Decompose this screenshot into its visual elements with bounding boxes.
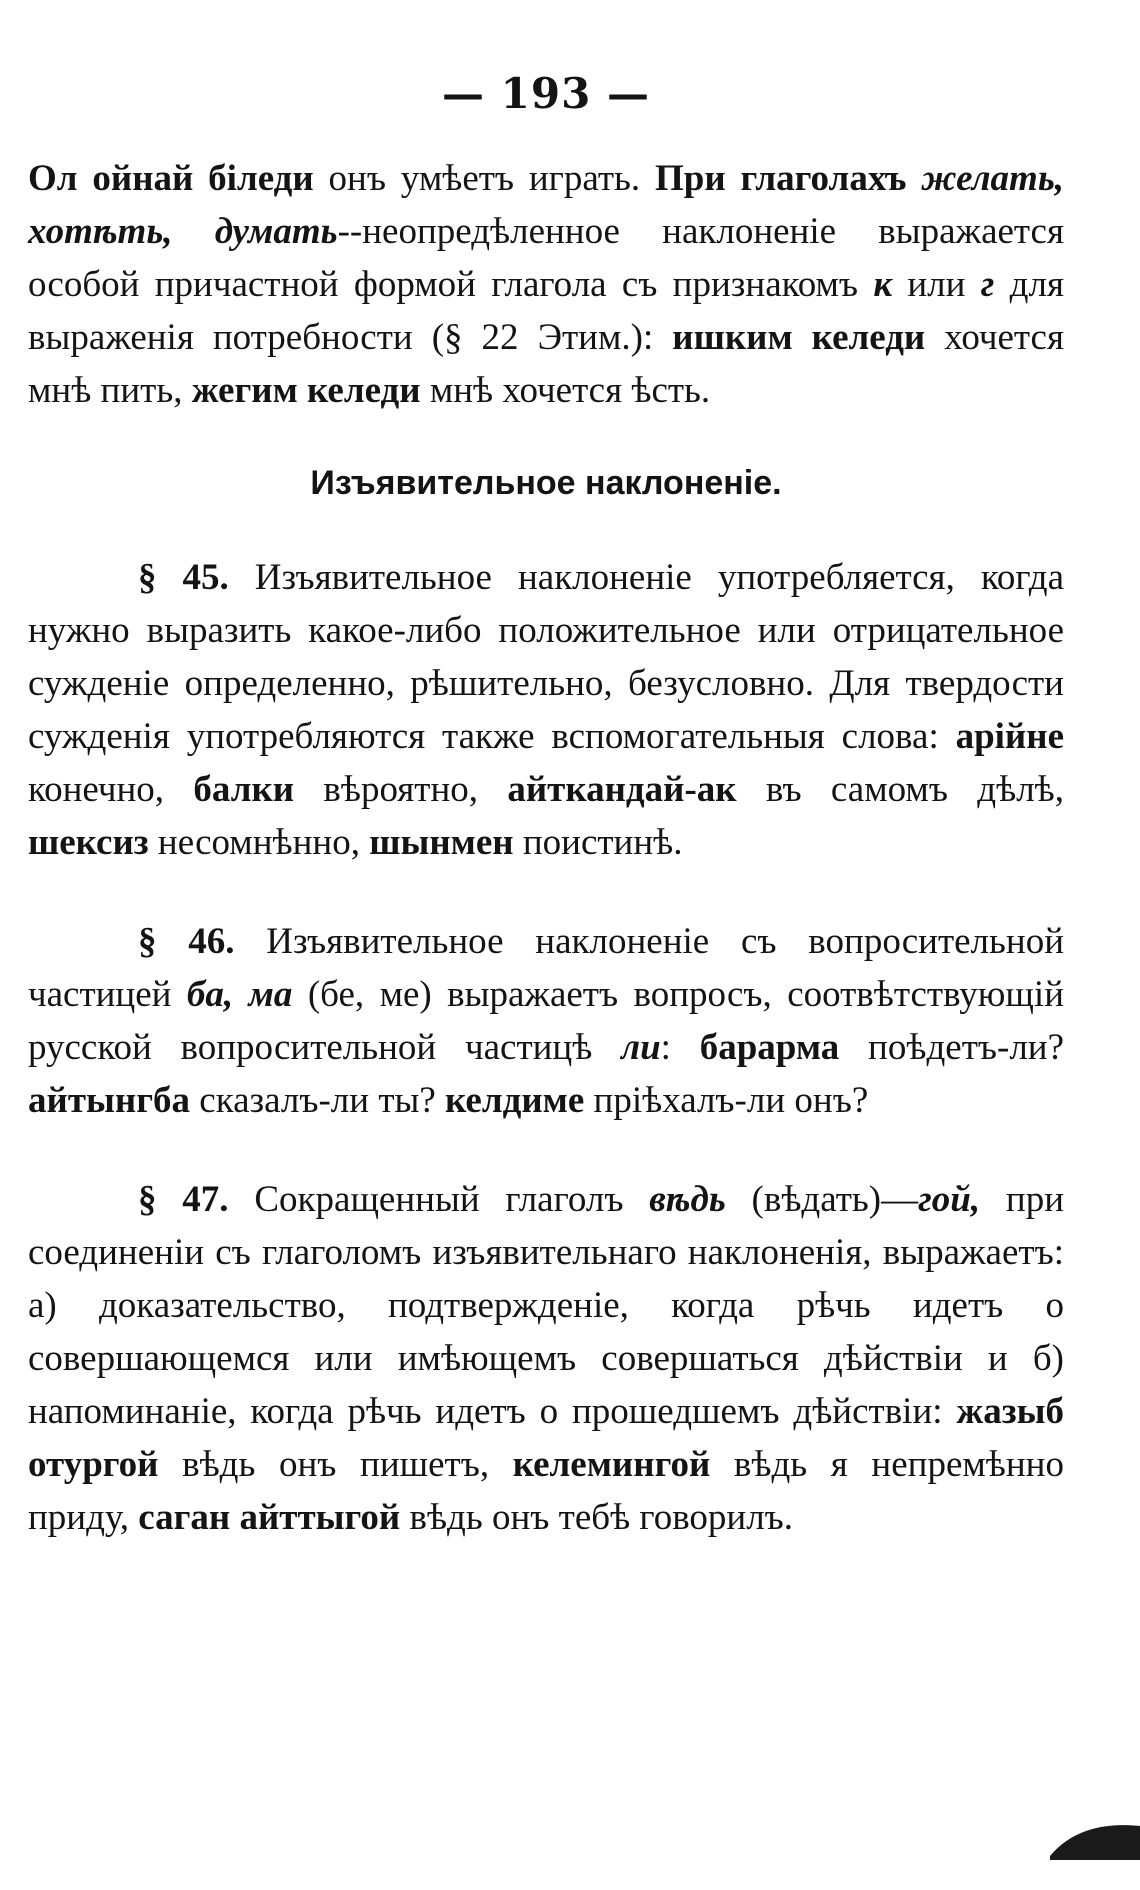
paragraph-47 (28, 1173, 1064, 1544)
text: поистинѣ. (513, 822, 683, 863)
text: вѣдь онъ тебѣ говорилъ. (400, 1497, 794, 1538)
particle: ба, (186, 974, 234, 1015)
kazakh-phrase: саган айттыгой (138, 1497, 401, 1538)
verb-example: думать (214, 211, 338, 252)
text: Сокращенный глаголъ (228, 1179, 650, 1220)
kazakh-word: шексиз (28, 822, 149, 863)
text: (вѣдать)— (725, 1179, 919, 1220)
text: или (892, 264, 981, 305)
text: Изъявительное наклоненіе употребляется, когда нужно выразить какое-либо положительное или отрицательное сужденіе определенно, рѣшительно, безусловно. Для твердости сужденія употребляются также вспомогательныя слова: (28, 557, 1064, 757)
text: --неопредѣленное наклоненіе выражается особой причастной формой глагола съ признакомъ (28, 211, 1064, 305)
particle: гой, (918, 1179, 981, 1220)
text: При глаголахъ (654, 158, 907, 199)
kazakh-phrase: жегим келеди (191, 370, 421, 411)
kazakh-word: арійне (955, 716, 1064, 757)
text: пріѣхалъ-ли онъ? (584, 1080, 869, 1121)
corner-ornament-icon (1050, 1812, 1140, 1860)
text: хочется мнѣ пить, (28, 317, 1064, 411)
text: въ самомъ дѣлѣ, (736, 769, 1064, 810)
paragraph-45 (28, 551, 1064, 869)
verb-example: хотѣть, (28, 211, 173, 252)
kazakh-word: келдиме (445, 1080, 585, 1121)
text: для выраженія потребности (§ 22 Этим.): (28, 264, 1064, 358)
kazakh-word: барарма (699, 1027, 840, 1068)
section-number: § 47. (138, 1179, 229, 1220)
text: онъ умѣетъ играть. (313, 158, 655, 199)
suffix-letter: г (980, 264, 995, 305)
text: несомнѣнно, (148, 822, 370, 863)
section-number: § 46. (138, 921, 235, 962)
paragraph-46 (28, 915, 1064, 1127)
text: вѣдь я непремѣнно приду, (28, 1444, 1064, 1538)
intro-paragraph (28, 152, 1064, 417)
text: сказалъ-ли ты? (190, 1080, 446, 1121)
kazakh-word: балки (193, 769, 295, 810)
text: мнѣ хочется ѣсть. (420, 370, 711, 411)
book-page (28, 64, 1064, 1590)
kazakh-word: айтынгба (28, 1080, 191, 1121)
text: Изъявительное наклоненіе съ вопросительной частицей (28, 921, 1064, 1015)
kazakh-phrase: ишким келеди (672, 317, 926, 358)
particle: вѣдь (649, 1179, 726, 1220)
kazakh-phrase: Ол ойнай біледи (28, 158, 314, 199)
text: при соединеніи съ глаголомъ изъявительнаго наклоненія, выражаетъ: а) доказательство, подтвержденіе, когда рѣчь идетъ о совершающемся или имѣющемъ совершаться дѣйствіи и б) напоминаніе, когда рѣчь идетъ о прошедшемъ дѣйствіи: (28, 1179, 1064, 1432)
text: (бе, ме) выражаетъ вопросъ, соотвѣтствующій русской вопросительной частицѣ (28, 974, 1065, 1068)
verb-example: желать, (921, 158, 1064, 199)
page-number: — 193 — (442, 69, 650, 118)
kazakh-word: келемингой (512, 1444, 711, 1485)
kazakh-word: айткандай-ак (507, 769, 737, 810)
text: вѣроятно, (294, 769, 508, 810)
section-heading: Изъявительное наклоненіе. (310, 464, 782, 502)
kazakh-phrase: жазыб отургой (28, 1391, 1064, 1485)
particle: ма (248, 974, 293, 1015)
particle: ли (621, 1027, 661, 1068)
text: вѣдь онъ пишетъ, (158, 1444, 513, 1485)
text (233, 974, 248, 1015)
text: конечно, (28, 769, 194, 810)
suffix-letter: к (873, 264, 893, 305)
kazakh-word: шынмен (369, 822, 514, 863)
section-number: § 45. (138, 557, 229, 598)
text: поѣдетъ-ли? (839, 1027, 1065, 1068)
text: : (660, 1027, 700, 1068)
